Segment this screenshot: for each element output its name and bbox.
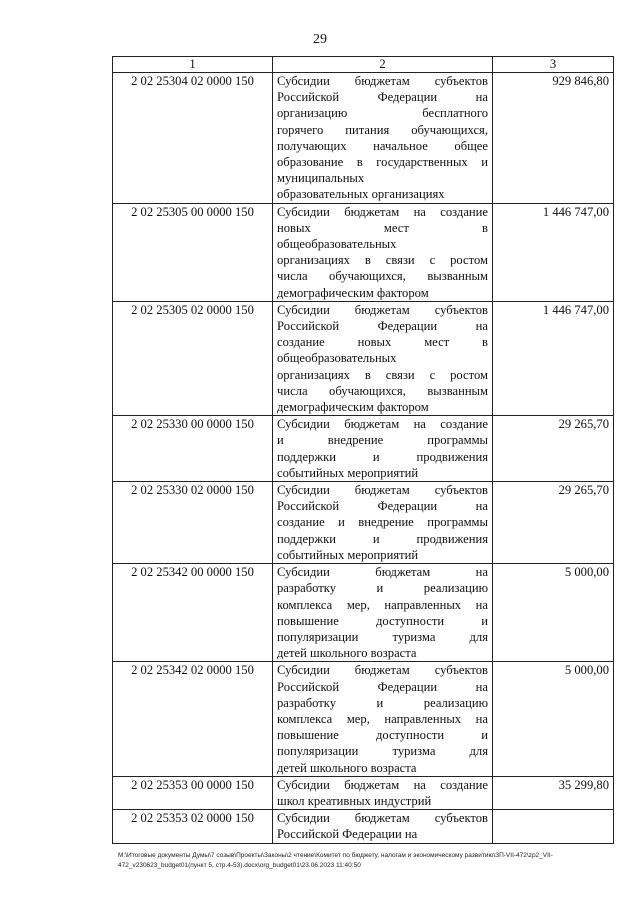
budget-code-cell: 2 02 25342 00 0000 150 xyxy=(113,564,273,662)
description-line: образование в государственных и xyxy=(277,155,488,170)
description-line: Субсидии бюджетам на создание xyxy=(277,777,488,792)
budget-code-cell: 2 02 25305 00 0000 150 xyxy=(113,203,273,301)
description-line: разработку и реализацию xyxy=(277,581,488,596)
amount-cell: 35 299,80 xyxy=(493,776,614,809)
description-line: муниципальных xyxy=(277,171,365,186)
description-line: Субсидии бюджетам субъектов xyxy=(277,483,488,498)
description-line: популяризации туризма для xyxy=(277,629,488,644)
amount-cell: 929 846,80 xyxy=(493,73,614,204)
table-row xyxy=(113,810,614,843)
description-cell xyxy=(273,810,493,843)
budget-code-cell: 2 02 25330 00 0000 150 xyxy=(113,416,273,482)
budget-code-cell: 2 02 25353 02 0000 150 xyxy=(113,810,273,843)
description-cell xyxy=(273,416,493,482)
description-cell xyxy=(273,776,493,809)
description-line: горячего питания обучающихся, xyxy=(277,122,488,137)
table-row xyxy=(113,564,614,662)
description-line: комплекса мер, направленных на xyxy=(277,597,488,612)
description-line: Российской Федерации на xyxy=(277,499,488,514)
budget-table xyxy=(112,56,614,844)
budget-code-cell: 2 02 25330 02 0000 150 xyxy=(113,482,273,564)
page-number: 29 xyxy=(313,32,327,47)
column-header-3: 3 xyxy=(493,57,614,73)
description-line: Российской Федерации на xyxy=(277,679,488,694)
column-header-1: 1 xyxy=(113,57,273,73)
table-row xyxy=(113,73,614,204)
description-cell xyxy=(273,301,493,415)
table-row xyxy=(113,416,614,482)
description-line: поддержки и продвижения xyxy=(277,531,488,546)
description-line: Субсидии бюджетам на создание xyxy=(277,204,488,219)
header-row xyxy=(113,57,614,73)
description-line: демографическим фактором xyxy=(277,400,429,415)
description-line: Российской Федерации на xyxy=(277,90,488,105)
description-line: образовательных организациях xyxy=(277,187,445,202)
description-line: создание новых мест в xyxy=(277,335,488,350)
description-cell xyxy=(273,662,493,776)
table-row xyxy=(113,203,614,301)
amount-cell: 29 265,70 xyxy=(493,482,614,564)
description-line: популяризации туризма для xyxy=(277,744,488,759)
budget-code-cell: 2 02 25305 02 0000 150 xyxy=(113,301,273,415)
table-row xyxy=(113,776,614,809)
description-line: разработку и реализацию xyxy=(277,695,488,710)
amount-cell: 1 446 747,00 xyxy=(493,301,614,415)
description-line: создание и внедрение программы xyxy=(277,515,488,530)
amount-cell: 5 000,00 xyxy=(493,564,614,662)
description-line: Субсидии бюджетам на создание xyxy=(277,417,488,432)
budget-code-cell: 2 02 25342 02 0000 150 xyxy=(113,662,273,776)
description-line: организациях в связи с ростом xyxy=(277,253,488,268)
description-line: Российской Федерации на xyxy=(277,827,418,842)
description-line: детей школьного возраста xyxy=(277,760,417,775)
description-line: Субсидии бюджетам на xyxy=(277,565,488,580)
description-line: организациях в связи с ростом xyxy=(277,367,488,382)
description-cell xyxy=(273,203,493,301)
table-body xyxy=(113,73,614,844)
description-line: событийных мероприятий xyxy=(277,465,419,480)
budget-code-cell: 2 02 25304 02 0000 150 xyxy=(113,73,273,204)
description-line: числа обучающихся, вызванным xyxy=(277,269,488,284)
description-cell xyxy=(273,482,493,564)
description-line: детей школьного возраста xyxy=(277,646,417,661)
amount-cell xyxy=(493,810,614,843)
column-header-2: 2 xyxy=(273,57,493,73)
description-line: событийных мероприятий xyxy=(277,547,419,562)
description-line: школ креативных индустрий xyxy=(277,793,432,808)
description-line: получающих начальное общее xyxy=(277,138,488,153)
table-row xyxy=(113,482,614,564)
amount-cell: 5 000,00 xyxy=(493,662,614,776)
amount-cell: 1 446 747,00 xyxy=(493,203,614,301)
description-line: числа обучающихся, вызванным xyxy=(277,383,488,398)
description-cell xyxy=(273,564,493,662)
description-line: демографическим фактором xyxy=(277,285,429,300)
description-line: Субсидии бюджетам субъектов xyxy=(277,302,488,317)
table-row xyxy=(113,662,614,776)
description-line: Российской Федерации на xyxy=(277,319,488,334)
description-line: Субсидии бюджетам субъектов xyxy=(277,663,488,678)
amount-cell: 29 265,70 xyxy=(493,416,614,482)
description-line: новых мест в xyxy=(277,220,488,235)
description-line: общеобразовательных xyxy=(277,351,397,366)
description-line: и внедрение программы xyxy=(277,433,488,448)
description-line: комплекса мер, направленных на xyxy=(277,711,488,726)
description-line: Субсидии бюджетам субъектов xyxy=(277,74,488,88)
description-line: повышение доступности и xyxy=(277,613,488,628)
description-cell xyxy=(273,73,493,204)
description-line: повышение доступности и xyxy=(277,728,488,743)
description-line: поддержки и продвижения xyxy=(277,449,488,464)
description-line: общеобразовательных xyxy=(277,237,397,252)
table-row xyxy=(113,301,614,415)
description-line: Субсидии бюджетам субъектов xyxy=(277,811,488,826)
file-path-footer: М:\Итоговые документы Думы\7 созыв\Проекты\Законы\2 чтение\Комитет по бюджету, налогам и экономическому развитию\ЗП-VII-472\zp2_VII-472_v230623_budget01(пункт 5, стр.4-53).docx\org_budget01\23.06.2023 11:40:50 xyxy=(118,852,553,869)
description-line: организацию бесплатного xyxy=(277,106,488,121)
budget-code-cell: 2 02 25353 00 0000 150 xyxy=(113,776,273,809)
